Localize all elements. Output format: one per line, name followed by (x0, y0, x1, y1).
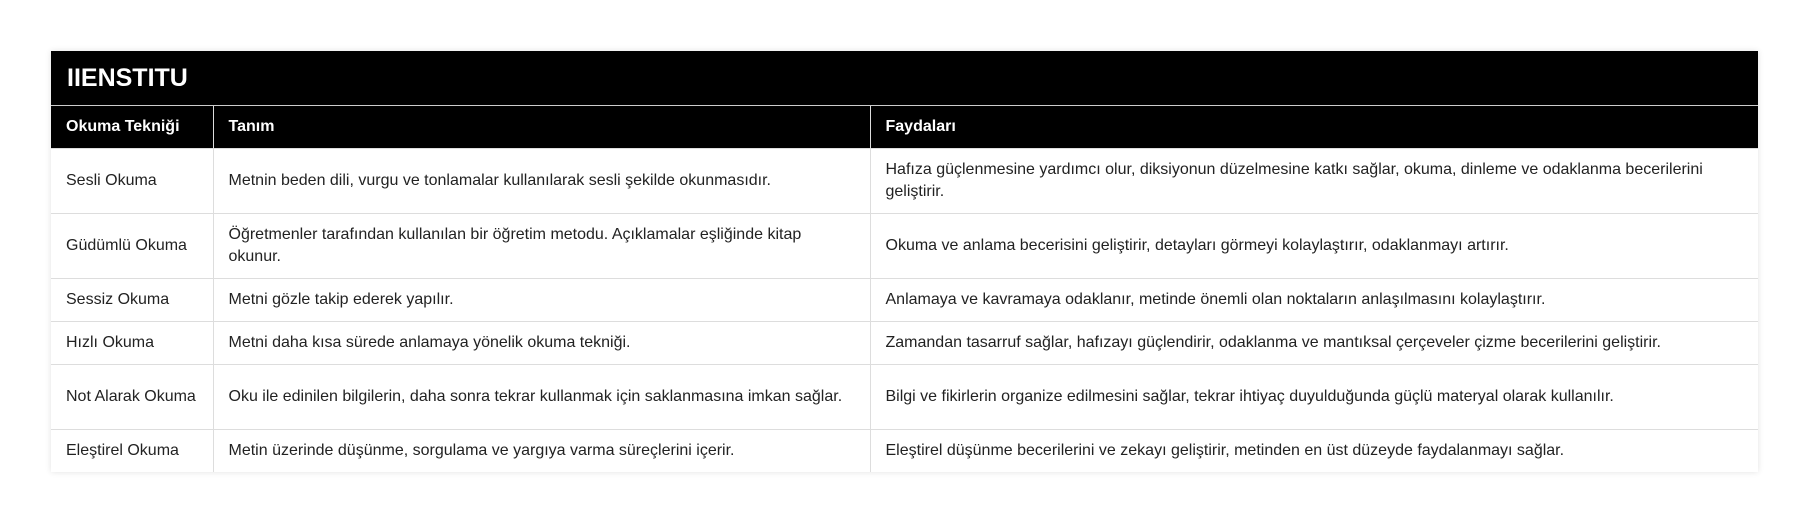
benefits-cell: Hafıza güçlenmesine yardımcı olur, diksiyonun düzelmesine katkı sağlar, okuma, dinleme ve odaklanma becerilerini geliştirir. (870, 149, 1758, 214)
technique-cell: Not Alarak Okuma (51, 365, 213, 430)
benefits-cell: Bilgi ve fikirlerin organize edilmesini sağlar, tekrar ihtiyaç duyulduğunda güçlü materyal olarak kullanılır. (870, 365, 1758, 430)
benefits-cell: Eleştirel düşünme becerilerini ve zekayı geliştirir, metinden en üst düzeyde faydalanmayı sağlar. (870, 430, 1758, 473)
definition-cell: Metin üzerinde düşünme, sorgulama ve yargıya varma süreçlerini içerir. (213, 430, 870, 473)
benefits-cell: Anlamaya ve kavramaya odaklanır, metinde önemli olan noktaların anlaşılmasını kolaylaştırır. (870, 279, 1758, 322)
definition-cell: Metni gözle takip ederek yapılır. (213, 279, 870, 322)
header-row (51, 106, 1758, 149)
header-definition: Tanım (213, 106, 870, 149)
technique-cell: Hızlı Okuma (51, 322, 213, 365)
table-title: IIENSTITU (51, 51, 1758, 106)
header-technique: Okuma Tekniği (51, 106, 213, 149)
technique-cell: Eleştirel Okuma (51, 430, 213, 473)
technique-cell: Sesli Okuma (51, 149, 213, 214)
reading-techniques-table-card (51, 51, 1758, 472)
reading-techniques-table (51, 106, 1758, 472)
table-row (51, 365, 1758, 430)
benefits-cell: Okuma ve anlama becerisini geliştirir, detayları görmeyi kolaylaştırır, odaklanmayı artırır. (870, 214, 1758, 279)
table-row (51, 322, 1758, 365)
table-row (51, 430, 1758, 473)
definition-cell: Öğretmenler tarafından kullanılan bir öğretim metodu. Açıklamalar eşliğinde kitap okunur. (213, 214, 870, 279)
table-row (51, 149, 1758, 214)
technique-cell: Güdümlü Okuma (51, 214, 213, 279)
header-benefits: Faydaları (870, 106, 1758, 149)
technique-cell: Sessiz Okuma (51, 279, 213, 322)
definition-cell: Metnin beden dili, vurgu ve tonlamalar kullanılarak sesli şekilde okunmasıdır. (213, 149, 870, 214)
table-row (51, 279, 1758, 322)
definition-cell: Metni daha kısa sürede anlamaya yönelik okuma tekniği. (213, 322, 870, 365)
definition-cell: Oku ile edinilen bilgilerin, daha sonra tekrar kullanmak için saklanmasına imkan sağlar. (213, 365, 870, 430)
table-row (51, 214, 1758, 279)
benefits-cell: Zamandan tasarruf sağlar, hafızayı güçlendirir, odaklanma ve mantıksal çerçeveler çizme becerilerini geliştirir. (870, 322, 1758, 365)
